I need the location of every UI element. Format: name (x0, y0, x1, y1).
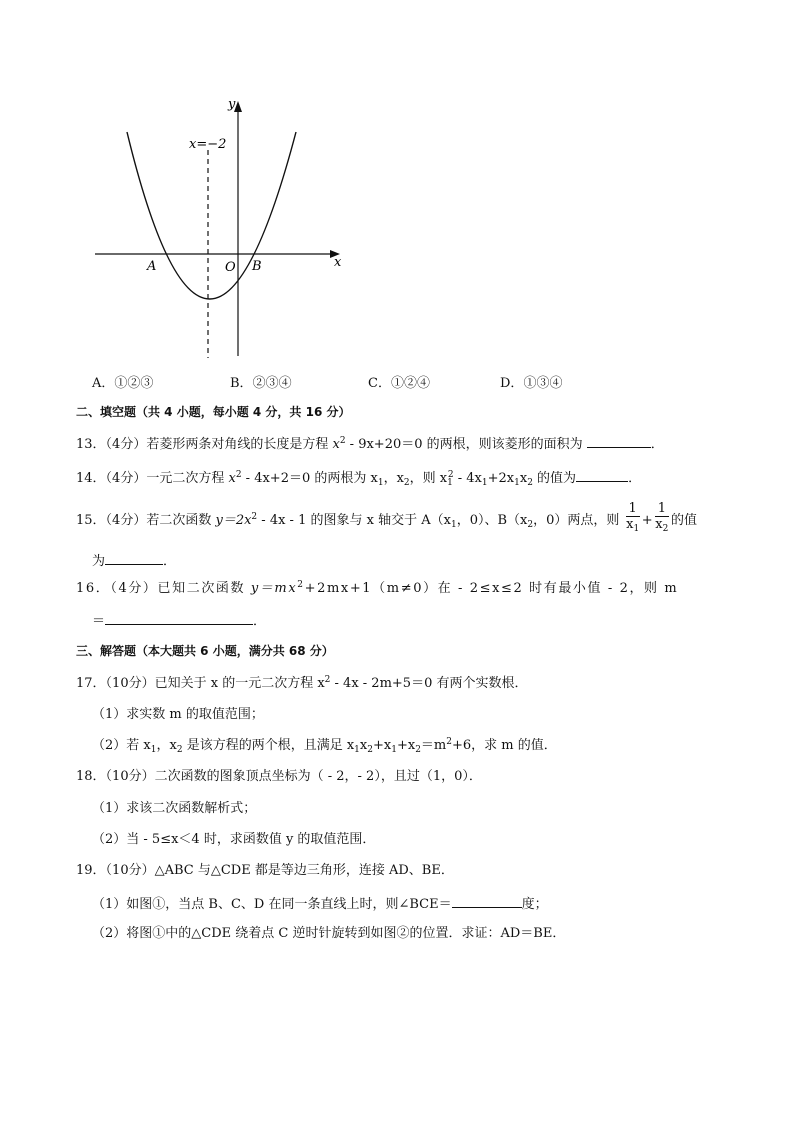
choice-b[interactable]: B．②③④ (230, 376, 292, 391)
question-19-part2: （2）将图①中的△CDE 绕着点 C 逆时针旋转到如图②的位置．求证：AD＝BE． (92, 926, 566, 941)
fraction-1-over-x2: $\frac{1}{x_2}$ (655, 501, 669, 534)
question-16: 16．（4分）已知二次函数 $y=mx^2+2mx+1(m\ne 0)$在 - 2≤x≤2 时有最小值 - 2，则 m (76, 580, 679, 596)
question-14: 14．（4分）一元二次方程 $x^2 - 4x+2=0$ 的两根为 $x_1$，$x_2$，则 $x_1^2 - 4x_1+2x_1x_2$ 的值为 ． (76, 467, 641, 488)
q14-answer-blank[interactable] (576, 467, 628, 482)
point-b-label: B (252, 259, 262, 274)
section2-title: 二、填空题（共 4 小题，每小题 4 分，共 16 分） (76, 405, 351, 419)
question-17-part1: （1）求实数 m 的取值范围； (92, 707, 264, 722)
point-o-label: O (225, 260, 236, 275)
choice-a[interactable]: A．①②③ (92, 376, 154, 391)
question-17-part2: （2）若 $x_1$，$x_2$ 是该方程的两个根，且满足 $x_1x_2+x_1+x_2=m^2+6$，求 m 的值． (92, 737, 557, 755)
question-15: 15．（4分）若二次函数 $y=2x^2 - 4x - 1$ 的图象与 x 轴交于 $A(x_1$，0）、$B(x_2$，0）两点，则 $\frac{1}{x_1}$ + $\frac{1}{x_2}$ 的值 (76, 501, 697, 534)
q15-answer-blank[interactable] (105, 550, 163, 565)
question-16-line2: ＝ ． (92, 610, 266, 631)
y-axis-label: y (228, 97, 236, 112)
question-18-part2: （2）当 - 5≤x＜4 时，求函数值 y 的取值范围． (92, 832, 376, 847)
question-17: 17．（10分）已知关于 x 的一元二次方程 $x^2 - 4x - 2m+5=0$ 有两个实数根． (76, 675, 528, 691)
q19-answer-blank[interactable] (452, 893, 522, 908)
question-19-part1: （1）如图①，当点 B、C、D 在同一条直线上时，则∠BCE＝ 度； (92, 893, 548, 914)
question-13: 13．（4分）若菱形两条对角线的长度是方程 $x^2 - 9x+20=0$ 的两根，则该菱形的面积为 ． (76, 433, 664, 454)
parabola-figure (0, 0, 794, 380)
choice-c[interactable]: C．①②④ (368, 376, 430, 391)
x-axis-label: x (334, 255, 342, 270)
symmetry-line-label: x=−2 (189, 137, 227, 152)
question-18: 18．（10分）二次函数的图象顶点坐标为（ - 2，- 2），且过（1，0）． (76, 769, 482, 784)
fraction-1-over-x1: $\frac{1}{x_1}$ (626, 501, 640, 534)
question-18-part1: （1）求该二次函数解析式； (92, 801, 257, 816)
question-19: 19．（10分）△ABC 与△CDE 都是等边三角形，连接 AD、BE． (76, 863, 454, 878)
q16-answer-blank[interactable] (105, 610, 253, 625)
question-15-line2: 为 ． (92, 550, 176, 571)
point-a-label: A (147, 259, 157, 274)
section3-title: 三、解答题（本大题共 6 小题，满分共 68 分） (76, 644, 334, 658)
q13-answer-blank[interactable] (587, 433, 651, 448)
choice-d[interactable]: D．①③④ (500, 376, 563, 391)
